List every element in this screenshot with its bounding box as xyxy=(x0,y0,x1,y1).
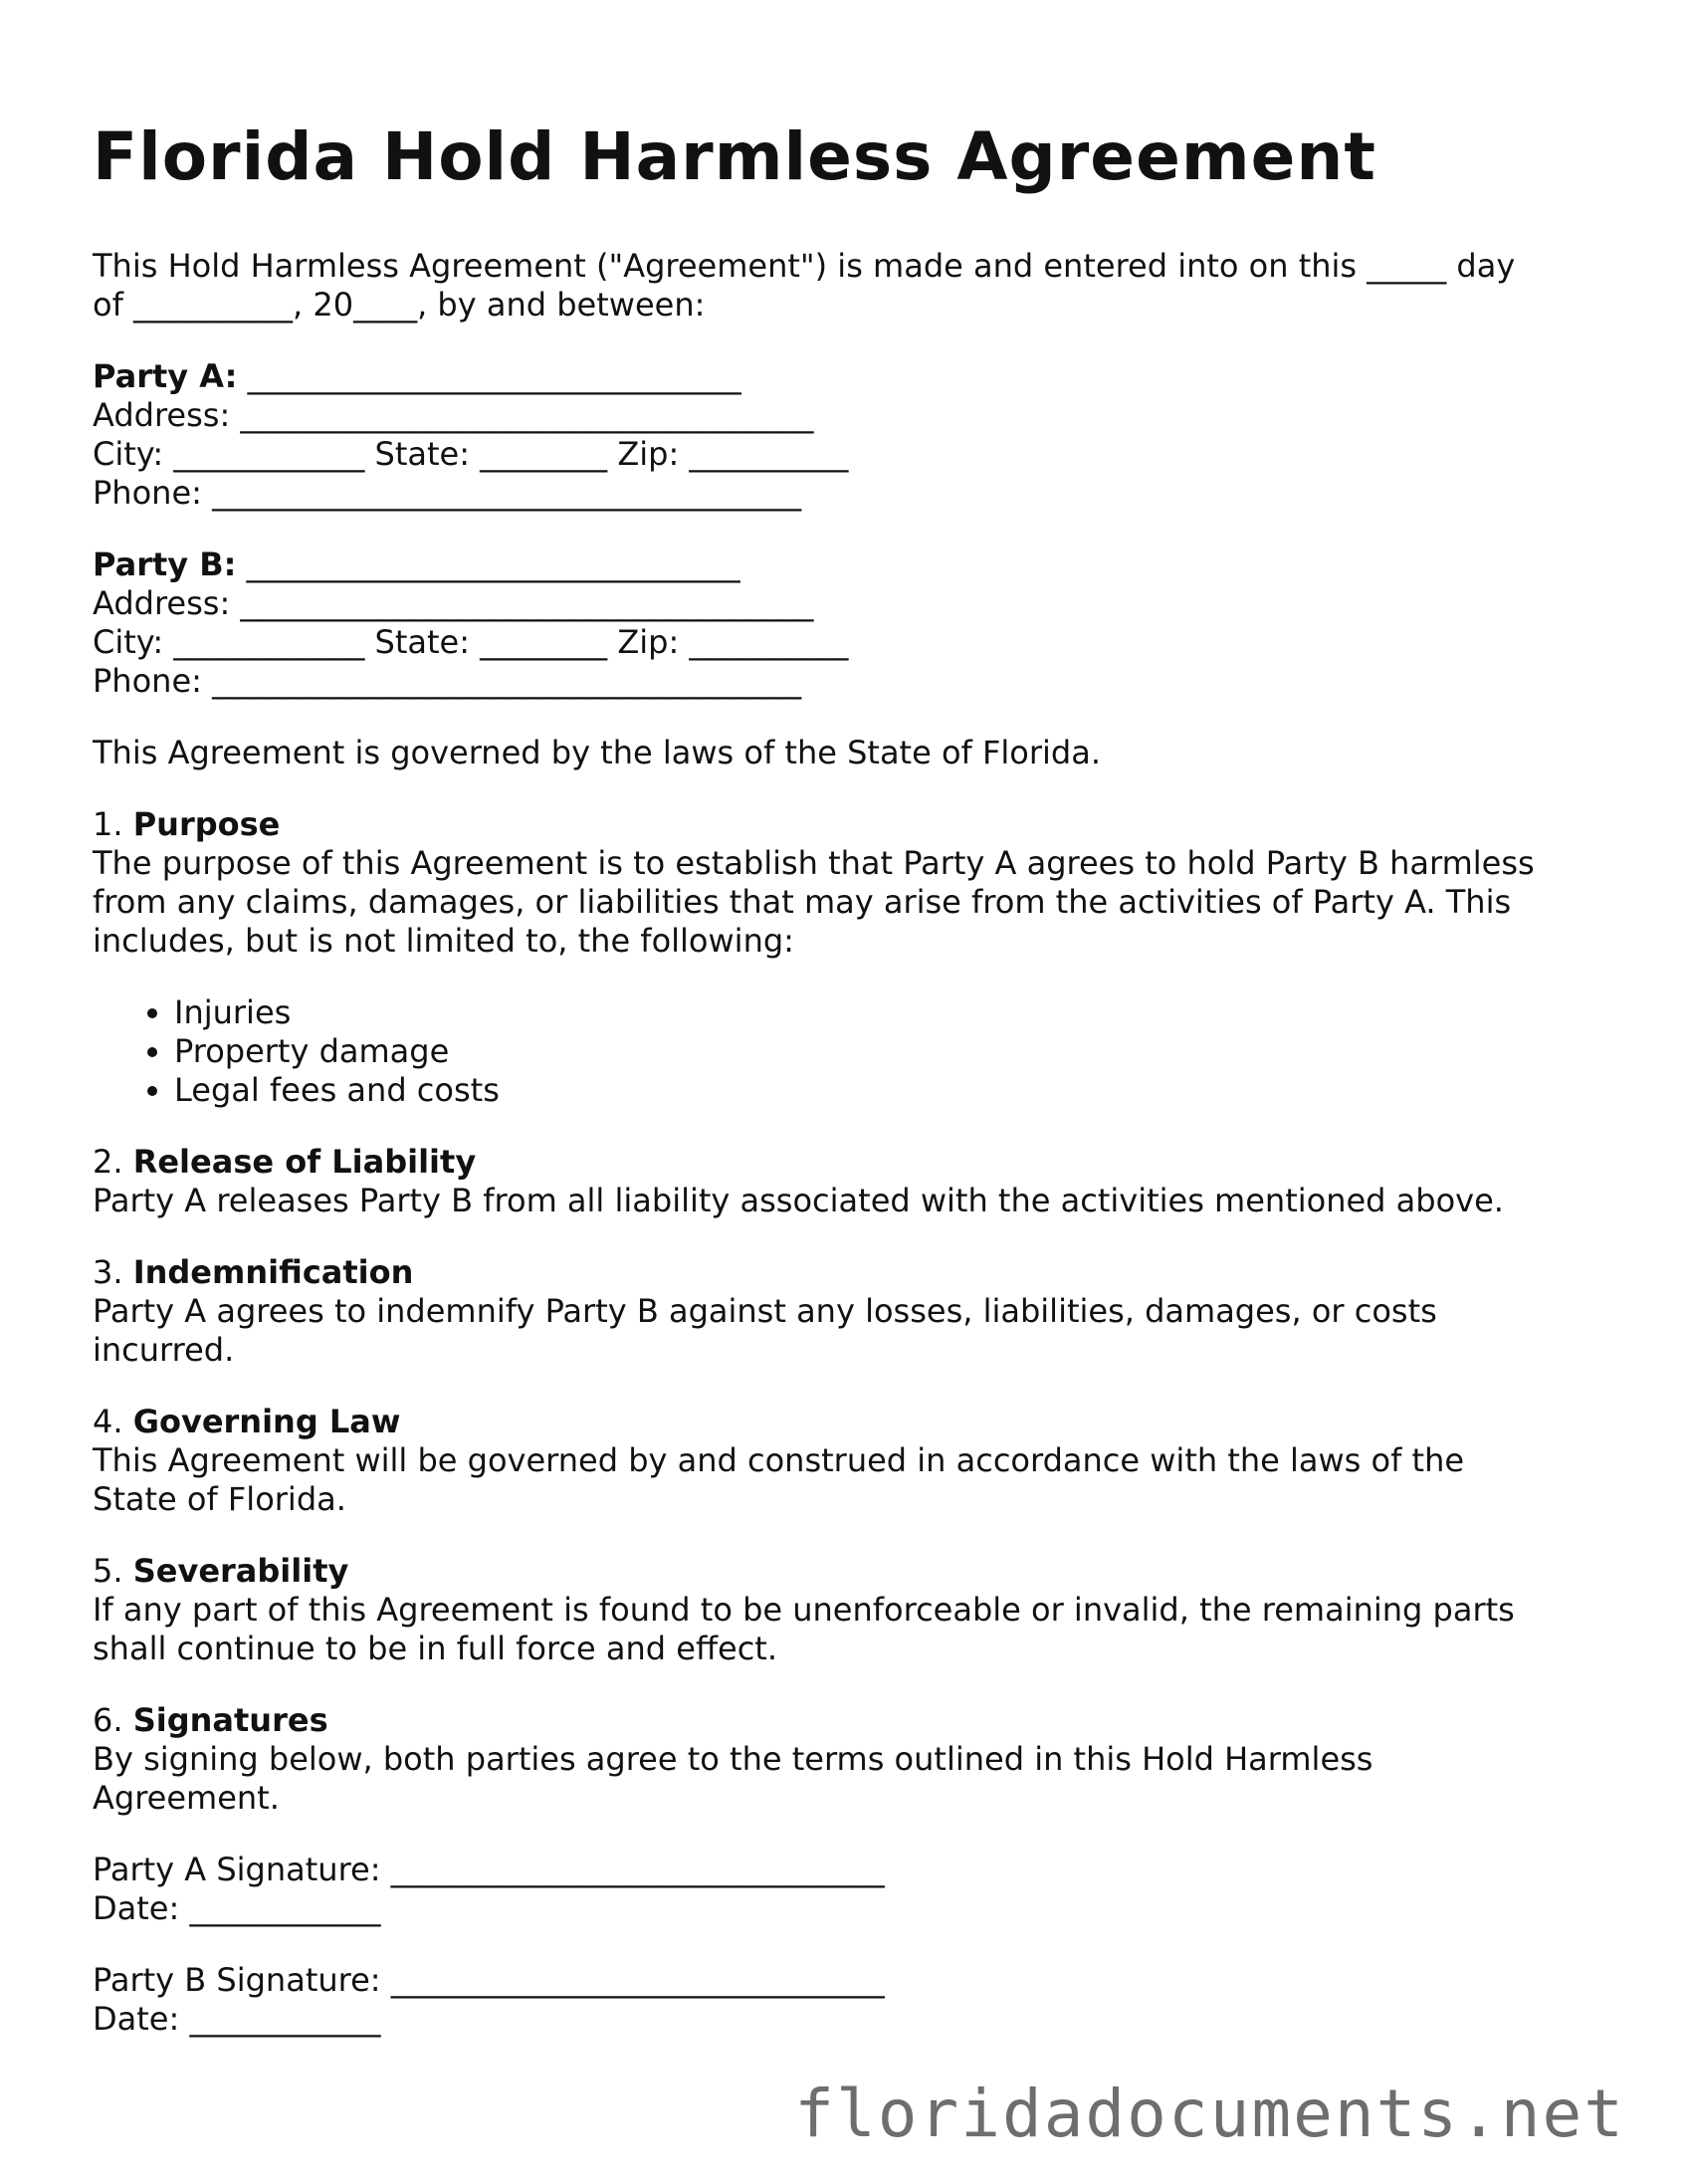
section-title: Governing Law xyxy=(132,1403,401,1440)
section-heading xyxy=(93,1253,1605,1292)
section-signatures xyxy=(93,1701,1605,1818)
section-body-line: Party A agrees to indemnify Party B against any losses, liabilities, damages, or costs xyxy=(93,1292,1437,1330)
party-b-block xyxy=(93,546,1605,701)
section-number: 1. xyxy=(93,805,123,843)
section-title: Indemnification xyxy=(132,1253,414,1291)
section-indemnification xyxy=(93,1253,1605,1370)
section-heading xyxy=(93,1701,1605,1740)
section-title: Severability xyxy=(132,1552,349,1590)
section-number: 6. xyxy=(93,1701,123,1739)
party-a-label: Party A: xyxy=(93,357,238,395)
section-purpose xyxy=(93,805,1605,961)
purpose-list xyxy=(93,993,1605,1110)
party-b-label: Party B: xyxy=(93,546,237,583)
party-a-name-blank: _______________________________ xyxy=(237,357,741,395)
section-number: 3. xyxy=(93,1253,123,1291)
party-a-city-state-zip: City: ____________ State: ________ Zip: __________ xyxy=(93,435,849,473)
party-a-date-line: Date: ____________ xyxy=(93,1889,381,1927)
party-a-phone: Phone: _____________________________________ xyxy=(93,474,802,512)
party-a-address: Address: ____________________________________ xyxy=(93,396,814,434)
section-body-line: shall continue to be in full force and effect. xyxy=(93,1630,777,1667)
section-heading xyxy=(93,1552,1605,1591)
section-heading xyxy=(93,1143,1605,1182)
section-heading xyxy=(93,1403,1605,1441)
section-number: 2. xyxy=(93,1143,123,1181)
party-a-name-line xyxy=(93,357,1605,396)
section-body-line: Agreement. xyxy=(93,1779,280,1817)
section-severability xyxy=(93,1552,1605,1668)
section-body-line: from any claims, damages, or liabilities that may arise from the activities of Party A. This xyxy=(93,883,1512,921)
section-number: 4. xyxy=(93,1403,123,1440)
section-release xyxy=(93,1143,1605,1220)
governed-statement-block xyxy=(93,734,1605,772)
party-b-address: Address: ____________________________________ xyxy=(93,584,814,622)
document-page xyxy=(93,117,1605,2072)
party-b-date-line: Date: ____________ xyxy=(93,2000,381,2038)
intro-line-1: This Hold Harmless Agreement ("Agreement") is made and entered into on this _____ day xyxy=(93,247,1516,285)
party-b-phone: Phone: _____________________________________ xyxy=(93,662,802,700)
section-body-line: includes, but is not limited to, the following: xyxy=(93,922,794,960)
section-body-line: incurred. xyxy=(93,1331,235,1369)
party-b-city-state-zip: City: ____________ State: ________ Zip: __________ xyxy=(93,623,849,661)
intro-line-2: of __________, 20____, by and between: xyxy=(93,286,706,324)
signature-block-party-a xyxy=(93,1851,1605,1928)
party-b-name-blank: _______________________________ xyxy=(236,546,740,583)
party-a-block xyxy=(93,357,1605,513)
document-title: Florida Hold Harmless Agreement xyxy=(93,118,1376,195)
section-title: Release of Liability xyxy=(132,1143,477,1181)
section-body-line: The purpose of this Agreement is to establish that Party A agrees to hold Party B harmless xyxy=(93,844,1535,882)
section-governing-law xyxy=(93,1403,1605,1519)
list-item: • Property damage xyxy=(174,1032,1605,1071)
signature-block-party-b xyxy=(93,1961,1605,2039)
section-body-line: By signing below, both parties agree to the terms outlined in this Hold Harmless xyxy=(93,1740,1373,1778)
list-item: • Legal fees and costs xyxy=(174,1071,1605,1110)
intro-paragraph xyxy=(93,247,1605,325)
party-b-name-line xyxy=(93,546,1605,584)
section-heading xyxy=(93,805,1605,844)
section-body-line: Party A releases Party B from all liability associated with the activities mentioned above. xyxy=(93,1182,1504,1219)
section-title: Signatures xyxy=(132,1701,328,1739)
party-a-signature-line: Party A Signature: _______________________________ xyxy=(93,1851,885,1888)
watermark-text: floridadocuments.net xyxy=(794,2075,1625,2152)
section-body-line: State of Florida. xyxy=(93,1480,346,1518)
party-b-signature-line: Party B Signature: _______________________________ xyxy=(93,1961,885,1999)
section-body-line: This Agreement will be governed by and construed in accordance with the laws of the xyxy=(93,1441,1465,1479)
governed-statement: This Agreement is governed by the laws of the State of Florida. xyxy=(93,734,1101,771)
list-item: • Injuries xyxy=(174,993,1605,1032)
section-number: 5. xyxy=(93,1552,123,1590)
section-title: Purpose xyxy=(132,805,281,843)
section-body-line: If any part of this Agreement is found to be unenforceable or invalid, the remaining parts xyxy=(93,1591,1515,1629)
